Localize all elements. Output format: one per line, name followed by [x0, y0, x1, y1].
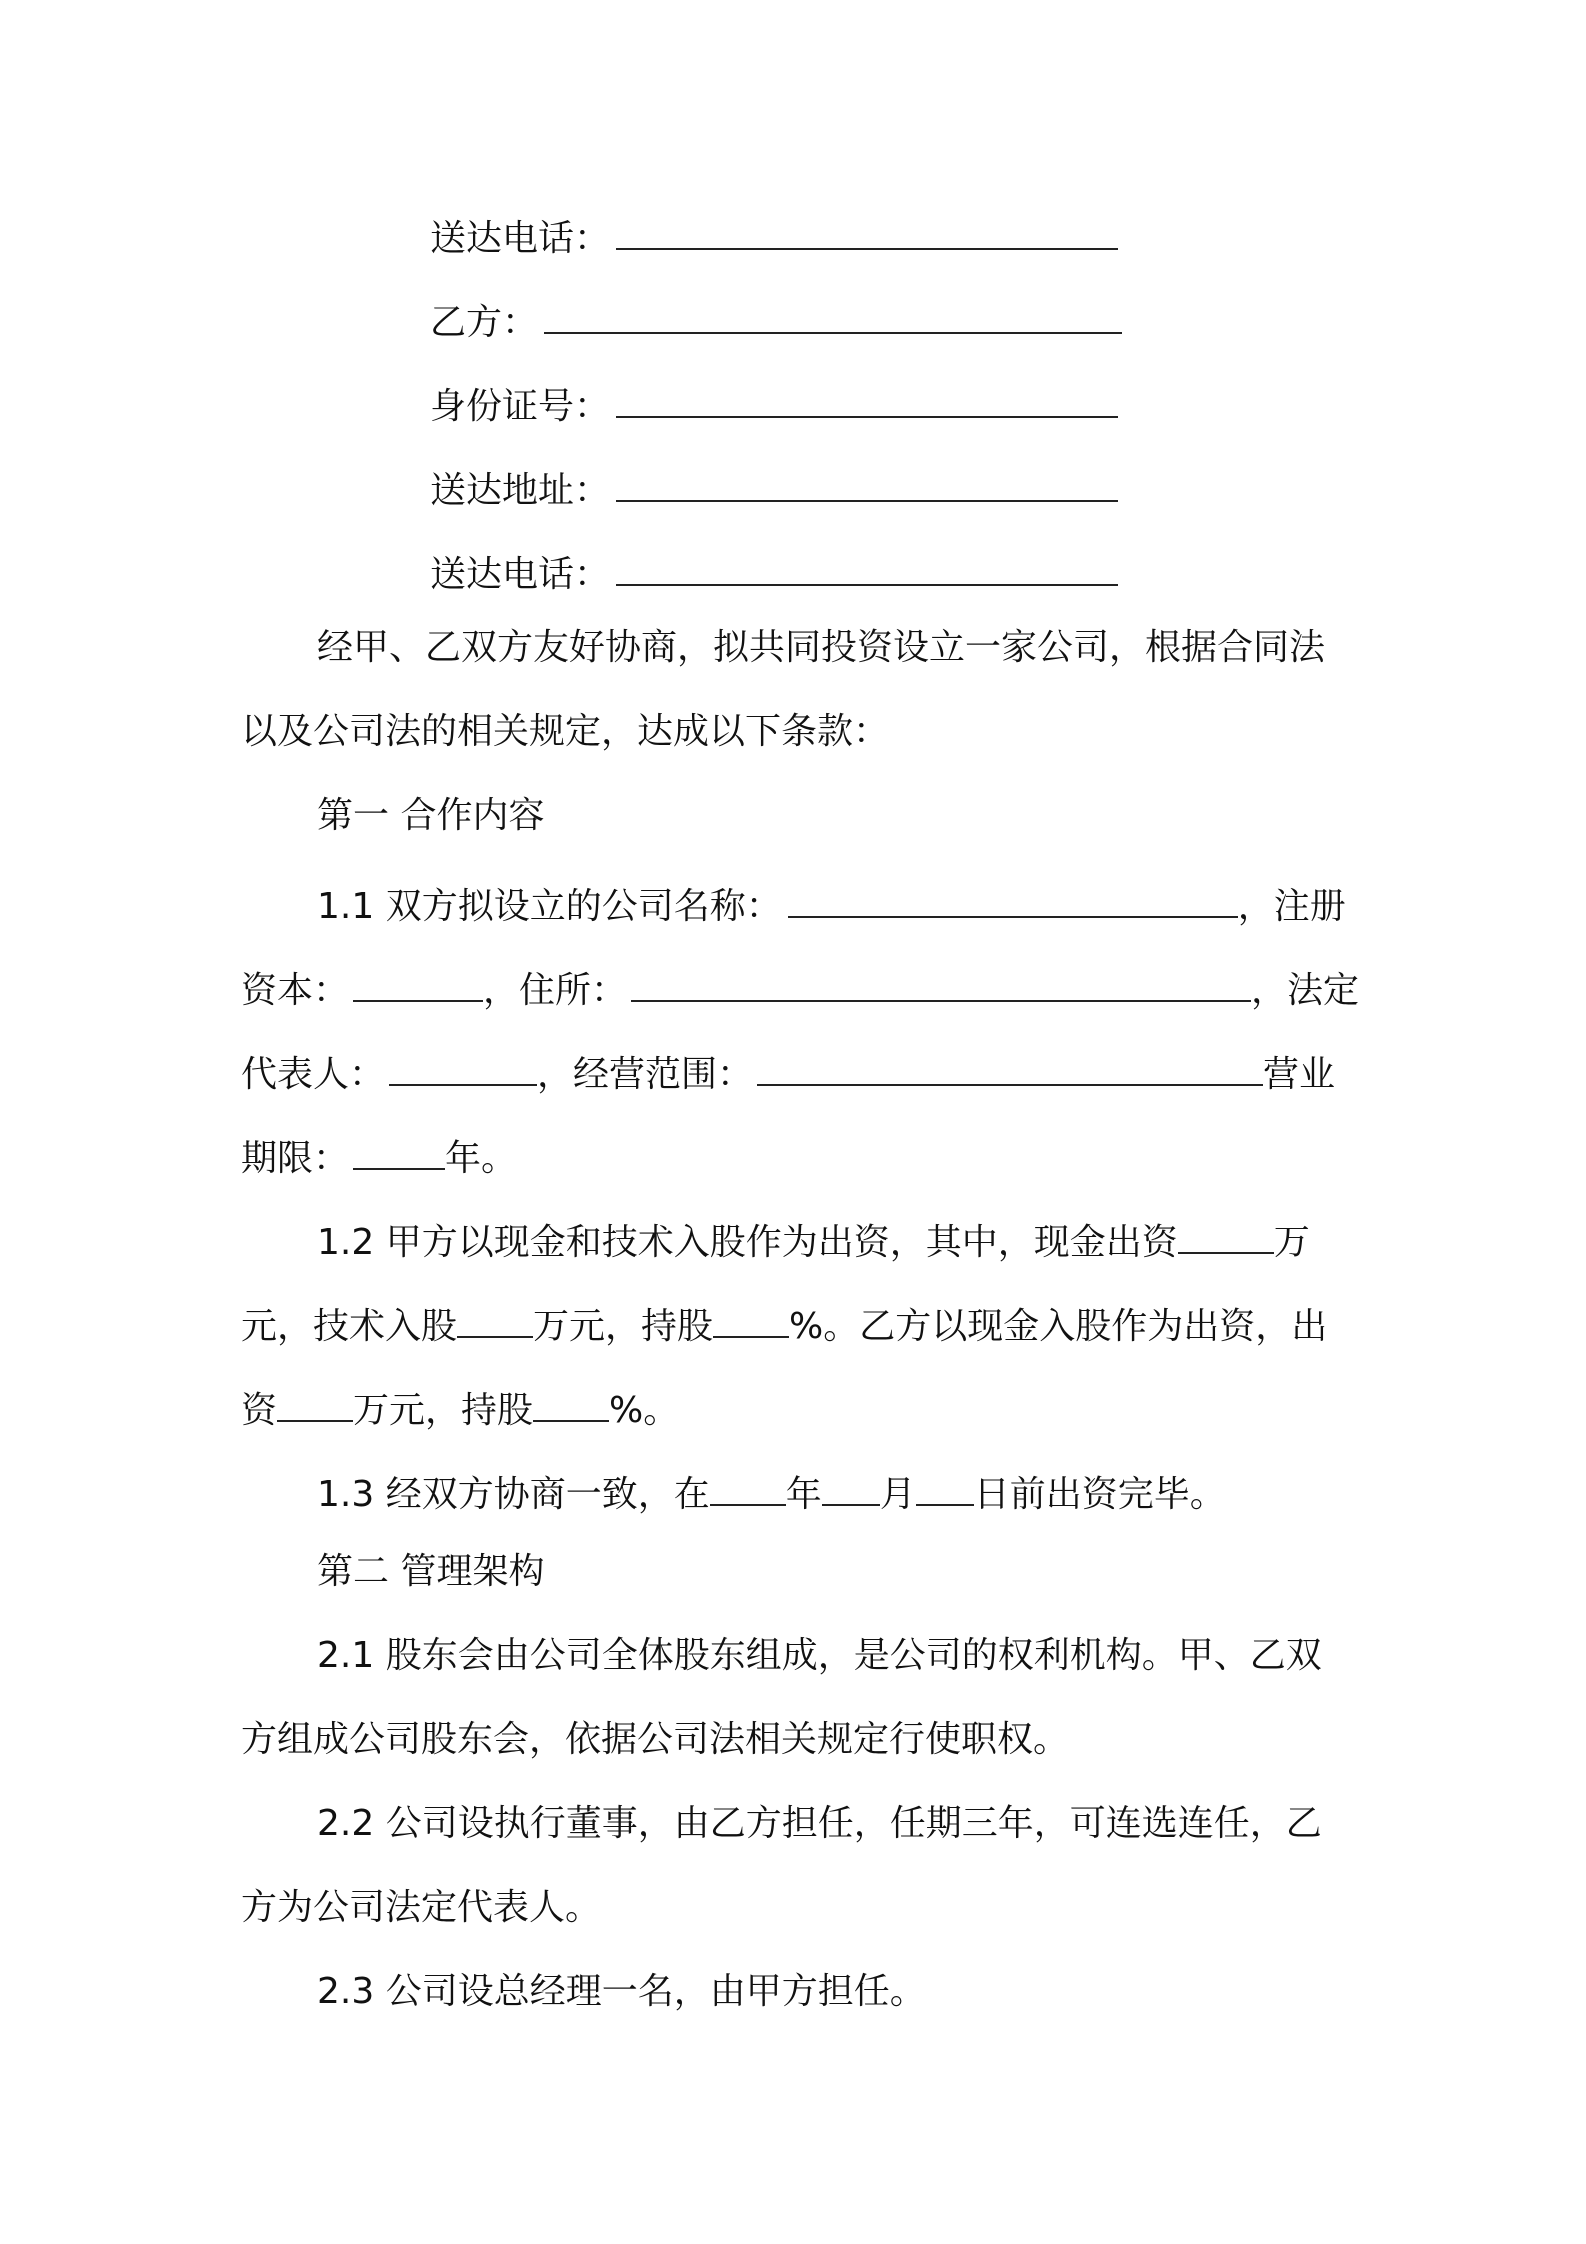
holding-label-a: 万元，持股 [533, 1306, 714, 1347]
party-a-share-blank [713, 1296, 789, 1338]
party-b-row [430, 292, 1122, 347]
clause-1-3-text: 1.3 经双方协商一致，在 [317, 1474, 710, 1515]
business-term-label: 营业 [1263, 1054, 1336, 1095]
clause-1-2-line-2 [241, 1296, 1327, 1351]
business-scope-label: ，经营范围： [537, 1054, 754, 1095]
capital-word: 资 [241, 1390, 278, 1431]
representative-label: 代表人： [241, 1054, 386, 1095]
party-b-phone-row [430, 544, 1118, 599]
clause-1-1-line-3 [241, 1044, 1335, 1099]
clause-1-1-line-1 [317, 876, 1346, 931]
party-b-id-label: 身份证号： [430, 386, 611, 427]
party-a-phone-row [430, 208, 1118, 263]
party-b-label: 乙方： [430, 302, 539, 343]
month-blank [822, 1464, 880, 1506]
clause-1-2-text-a: 1.2 甲方以现金和技术入股作为出资，其中，现金出资 [317, 1222, 1178, 1263]
capital-blank [353, 960, 483, 1002]
clause-1-1-line-2 [241, 960, 1359, 1015]
clause-1-2-text-b: 万 [1273, 1222, 1310, 1263]
business-scope-blank [757, 1044, 1263, 1086]
day-blank [916, 1464, 974, 1506]
party-b-phone-blank [616, 544, 1118, 586]
party-b-cash-blank [277, 1380, 353, 1422]
cash-amount-blank [1178, 1212, 1274, 1254]
clause-1-2-line-3 [241, 1380, 679, 1435]
day-unit-text: 日前出资完毕。 [973, 1474, 1226, 1515]
tech-amount-blank [457, 1296, 533, 1338]
clause-2-2-line-2: 方为公司法定代表人。 [241, 1887, 602, 1928]
party-b-address-label: 送达地址： [430, 470, 611, 511]
term-years-blank [353, 1128, 445, 1170]
term-label: 期限： [241, 1138, 350, 1179]
clause-2-2-line-1: 2.2 公司设执行董事，由乙方担任，任期三年，可连选连任，乙 [317, 1803, 1322, 1844]
clause-1-1-registered-label: ，注册 [1237, 886, 1346, 927]
clause-1-1-line-4 [241, 1128, 517, 1183]
section-2-title: 第二 管理架构 [317, 1551, 545, 1592]
tech-share-label: 元，技术入股 [241, 1306, 458, 1347]
domicile-blank [631, 960, 1251, 1002]
representative-blank [389, 1044, 537, 1086]
party-b-id-blank [616, 376, 1118, 418]
clause-1-3 [317, 1464, 1226, 1519]
party-b-blank [544, 292, 1122, 334]
clause-1-1-company-name-label: 1.1 双方拟设立的公司名称： [317, 886, 782, 927]
term-year-unit: 年。 [445, 1138, 518, 1179]
year-blank [710, 1464, 786, 1506]
company-name-blank [788, 876, 1238, 918]
party-b-address-blank [616, 460, 1118, 502]
domicile-label: ，住所： [483, 970, 628, 1011]
clause-1-2-line-1 [317, 1212, 1310, 1267]
party-b-id-row [430, 376, 1118, 431]
party-b-share-blank [533, 1380, 609, 1422]
legal-label: ，法定 [1251, 970, 1360, 1011]
intro-line-2: 以及公司法的相关规定，达成以下条款： [241, 711, 890, 752]
clause-2-3: 2.3 公司设总经理一名，由甲方担任。 [317, 1971, 926, 2012]
year-unit: 年 [785, 1474, 822, 1515]
party-a-phone-blank [616, 208, 1118, 250]
party-b-address-row [430, 460, 1118, 515]
clause-2-1-line-2: 方组成公司股东会，依据公司法相关规定行使职权。 [241, 1719, 1070, 1760]
party-a-phone-label: 送达电话： [430, 218, 611, 259]
holding-label-b: 万元，持股 [353, 1390, 534, 1431]
section-1-title: 第一 合作内容 [317, 795, 545, 836]
percent-sign: %。 [609, 1390, 680, 1431]
month-unit: 月 [879, 1474, 916, 1515]
intro-line-1: 经甲、乙双方友好协商，拟共同投资设立一家公司，根据合同法 [317, 627, 1326, 668]
clause-2-1-line-1: 2.1 股东会由公司全体股东组成，是公司的权利机构。甲、乙双 [317, 1635, 1322, 1676]
capital-label: 资本： [241, 970, 350, 1011]
party-b-phone-label: 送达电话： [430, 554, 611, 595]
clause-1-2-text-c: %。乙方以现金入股作为出资，出 [789, 1306, 1328, 1347]
